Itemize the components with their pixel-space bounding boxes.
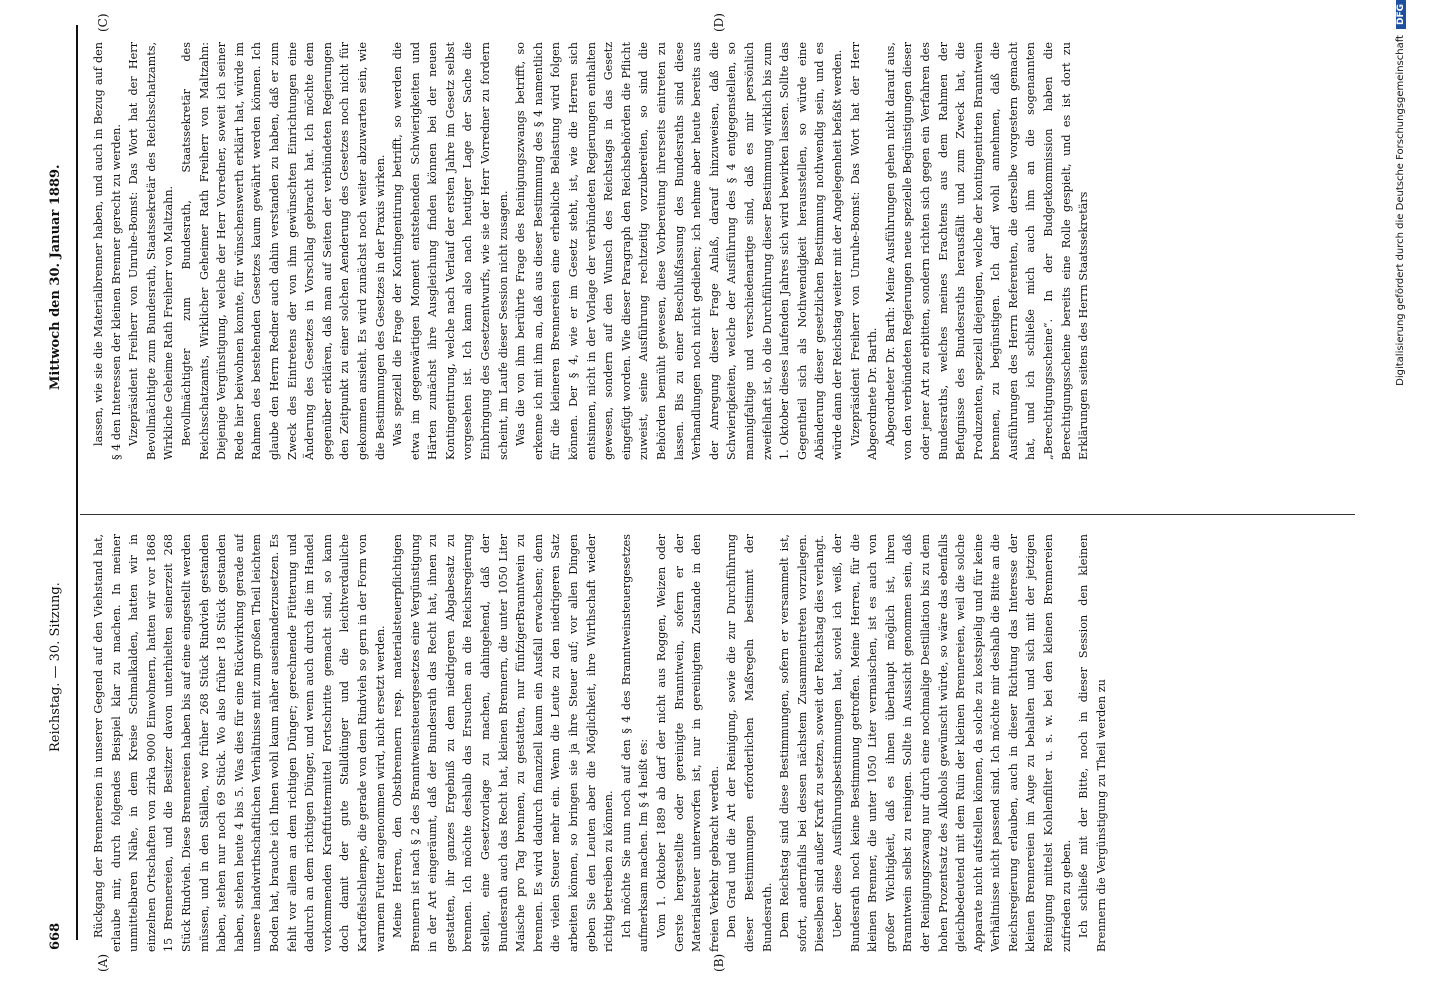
- paragraph: lassen, wie sie die Materialbrenner haben, und auch in Bezug auf den § 4 den Interessen der kleinen Brenner gerecht zu werden.: [92, 42, 123, 460]
- page-header: [48, 40, 70, 950]
- paragraph: Ueber diese Ausführungsbestimmungen hat, soviel ich weiß, der Bundesrath noch keine Bestimmung getroffen. Meine Herren, für die kleinen Brenner, die unter 1050 Liter vermaischen, ist es auch von großer Wichtigkeit, daß es ihnen überhaupt möglich ist, ihren Branntwein selbst zu reinigen. Sollte in Aussicht genommen sein, daß der Reinigungszwang nur durch eine nochmalige Destillation bis zu dem hohen Prozentsatz des Alkohols gewünscht würde, so wäre das ebenfalls gleichbedeutend mit dem Ruin der kleinen Brennereien, weil die solche Apparate nicht aufstellen können, da solche zu kostspielig und für keine Verhältnisse nicht passend sind. Ich möchte mir deshalb die Bitte an die Reichsregierung erlauben, auch in dieser Richtung das Interesse der kleinen Brennereien im Auge zu behalten und sich mit der jetzigen Reinigung mittelst Kohlenfilter u. s. w. bei den kleinen Brennereien zufrieden zu geben.: [830, 534, 1073, 952]
- speaker-intro: Vizepräsident Freiherr von Unruhe-Bomst: Das Wort hat der Herr Bevollmächtigte zum Bundesrath, Staatssekretär des Reichsschatzamts, Wirkliche Geheime Rath Freiherr von Maltzahn.: [127, 42, 176, 460]
- credit-text: Digitalisierung gefördert durch die Deutsche Forschungsgemeinschaft: [1395, 35, 1406, 386]
- dfg-logo: DFG: [1396, 0, 1406, 29]
- right-column: [90, 42, 1352, 460]
- quoted-paragraph: Den Grad und die Art der Reinigung, sowie die zur Durchführung dieser Bestimmungen erforderlichen Maßregeln bestimmt der Bundesrath.: [725, 534, 774, 952]
- header-rule: [76, 25, 78, 940]
- session-title: Reichstag. — 30. Sitzung.: [48, 582, 63, 752]
- paragraph: Meine Herren, den Obstbrennern resp. materialsteuerpflichtigen Brennern ist nach § 2 des Branntweinsteuergesetzes eine Vergünstigung in der Art eingeräumt, daß der Bundesrath das Recht hat, ihnen zu gestatten, ihr ganzes Ergebniß zu dem niedrigeren Abgabesatz zu brennen. Ich möchte deshalb das Ersuchen an die Reichsregierung stellen, eine Gesetzvorlage zu machen, dahingehend, daß der Bundesrath auch das Recht hat, kleinen Brennern, die unter 1050 Liter Maische pro Tag brennen, zu gestatten, nur fünfzigerBranntwein zu brennen. Es wird dadurch finanziell kaum ein Ausfall erwachsen; denn die vielen Steuer mehr ein. Wenn die Leute zu den niedrigeren Satz arbeiten können, so bringen sie ja ihre Steuer auf; vor allen Dingen geben Sie den Leuten aber die Möglichkeit, ihre Wirthschaft wieder richtig betreiben zu können.: [391, 534, 616, 952]
- margin-mark-a: (A): [96, 953, 110, 972]
- paragraph: Abgeordneter Dr. Barth: Meine Ausführungen gehen nicht darauf aus, von den verbündeten Regierungen neue spezielle Begünstigungen dieser oder jener Art zu erbitten, sondern richten sich gegen ein Verfahren des Bundesraths, welches meines Erachtens aus dem Rahmen der Befugnisse des Bundesraths herausfällt und zum Zweck hat, die Produzenten, speziell diejenigen, welche der kontingentirten Branntwein brennen, zu begünstigen. Ich darf wohl annehmen, daß die Ausführungen des Herrn Referenten, die derselbe vorgestern gemacht hat, und ich schließe mich auch ihm an die sogenannten „Berechtigungsscheine“. In der Budgetkommission haben die Berechtigungsscheine bereits eine Rolle gespielt, und es ist dort zu Erklärungen seitens des Herrn Staatssekretärs: [883, 42, 1091, 460]
- paragraph: Was die von ihm berührte Frage des Reinigungszwangs betrifft, so erkenne ich mit ihm an, daß aus dieser Bestimmung des § 4 namentlich für die kleineren Brennereien eine erhebliche Belastung wird folgen können. Der § 4, wie er im Gesetz steht, ist, wie die Herren sich entsinnen, nicht in der Vorlage der verbündeten Regierungen enthalten gewesen, sondern auf den Wunsch des Reichstags in das Gesetz eingefügt worden. Wie dieser Paragraph den Reichsbehörden die Pflicht zuweist, seine Ausführung rechtzeitig vorzubereiten, so sind die Behörden bemüht gewesen, diese Vorbereitung ihrerseits eintreten zu lassen. Bis zu einer Beschlußfassung des Bundesraths sind diese Verhandlungen noch nicht gediehen; ich nehme aber heute bereits aus der Anregung dieser Frage Anlaß, darauf hinzuweisen, daß die Schwierigkeiten, welche der Ausführung des § 4 entgegenstellen, so mannigfaltige und verschiedenartige sind, daß es mir persönlich zweifelhaft ist, ob die Durchführung dieser Bestimmung wirklich bis zum 1. Oktober dieses laufenden Jahres sich wird bewirken lassen. Sollte das Gegentheil sich als Nothwendigkeit herausstellen, so würde eine Abänderung dieser gesetzlichen Bestimmung nothwendig sein, und es würde dann der Reichstag weiter mit der Angelegenheit befaßt werden.: [514, 42, 844, 460]
- speaker-intro: Vizepräsident Freiherr von Unruhe-Bomst: Das Wort hat der Herr Abgeordnete Dr. Barth.: [848, 42, 880, 460]
- left-column: [90, 534, 1352, 952]
- margin-mark-c: (C): [96, 13, 110, 32]
- page-number: 668: [48, 922, 63, 950]
- paragraph: Ich möchte Sie nun noch auf den § 4 des Branntweinsteuergesetzes aufmerksam machen. Im § 4 heißt es:: [619, 534, 651, 952]
- paragraph: Was speziell die Frage der Kontingentirung betrifft, so werden die etwa im gegenwärtigen Moment entstehenden Schwierigkeiten und Härten zunächst ihre Ausgleichung finden können bei der neuen Kontingentirung, welche nach Verlauf der ersten Jahre im Gesetz selbst vorgesehen ist. Ich kann also nach heutiger Lage der Sache die Einbringung des Gesetzentwurfs, wie sie der Herr Vorredner zu fordern scheint, im Laufe dieser Session nicht zusagen.: [391, 42, 510, 460]
- paragraph: Ich schließe mit der Bitte, noch in dieser Session den kleinen Brennern die Vergünstigung zu Theil werden zu: [1077, 534, 1108, 952]
- paragraph: Rückgang der Brennereien in unserer Gegend auf den Viehstand hat, erlaube mir, durch folgendes Beispiel klar zu machen. In meiner unmittelbaren Nähe, in dem Kreise Schmalkalden, hatten wir in einzelnen Ortschaften von zirka 9000 Einwohnern, hatten wir vor 1868 15 Brennereien, und die Besitzer davon unterhielten seinerzeit 268 Stück Rindvieh. Diese Brennereien haben bis auf eine eingestellt werden müssen, und in den Ställen, wo früher 268 Stück Rindvieh gestanden haben, stehen nur noch 69 Stück. Wo also früher 18 Stück gestanden haben, stehen heute 4 bis 5. Was dies für eine Rückwirkung gerade auf unsere landwirthschaftlichen Verhältnisse mit zum großen Theil leichtem Boden hat, brauche ich Ihnen wohl kaum näher auseinanderzusetzen. Es fehlt vor allem an dem richtigen Dünger; gerechnende Fütterung und dadurch an dem richtigen Dünger, und wenn auch durch die im Handel vorkommenden Kraftfuttermittel Fortschritte gemacht sind, so kann doch damit der gute Stalldünger und die leichtverdauliche Kartoffelschlempe, die gerade von dem Rindvieh so gern in der Form von warmem Futter angenommen wird, nicht ersetzt werden.: [92, 534, 387, 952]
- paragraph: Bevollmächtigter zum Bundesrath, Staatssekretär des Reichsschatzamts, Wirklicher Geheimer Rath Freiherr von Maltzahn: Diejenige Vergünstigung, welche der Herr Vorredner, soweit ich seiner Rede hier beiwohnen konnte, für wünschenswerth erklärt hat, würde im Rahmen des bestehenden Gesetzes kaum gewährt werden können. Ich glaube den Herrn Redner auch dahin verstanden zu haben, daß er zum Zweck des Eintretens der von ihm gewünschten Einrichtungen eine Änderung des Gesetzes in Vorschlag gebracht hat. Ich möchte dem gegenüber erklären, daß man auf Seiten der verbündeten Regierungen den Zeitpunkt zu einer solchen Aenderung des Gesetzes noch nicht für gekommen ansieht. Es wird zunächst noch weiter abzuwarten sein, wie die Bestimmungen des Gesetzes in der Praxis wirken.: [179, 42, 387, 460]
- quoted-paragraph: Dem Reichstag sind diese Bestimmungen, sofern er versammelt ist, sofort, andernfalls bei dessen nächstem Zusammentreten vorzulegen. Dieselben sind außer Kraft zu setzen, soweit der Reichstag dies verlangt.: [778, 534, 827, 952]
- digitization-credit: [1395, 0, 1406, 900]
- quoted-paragraph: Vom 1. Oktober 1889 ab darf der nicht aus Roggen, Weizen oder Gerste hergestellte oder gereinigte Branntwein, sofern er der Materialsteuer unterworfen ist, nur in gereinigtem Zustande in den freien Verkehr gebracht werden.: [655, 534, 721, 952]
- column-divider: [80, 514, 1355, 515]
- margin-mark-d: (D): [712, 13, 726, 32]
- margin-mark-b: (B): [712, 953, 726, 972]
- session-date: Mittwoch den 30. Januar 1889.: [48, 164, 63, 390]
